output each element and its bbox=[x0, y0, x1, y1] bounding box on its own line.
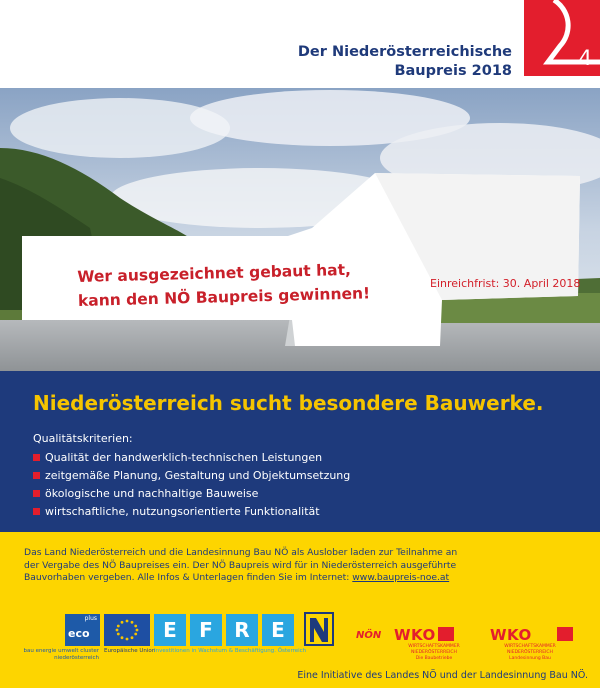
initiative-footer: Eine Initiative des Landes NÖ und der Landesinnung Bau NÖ. bbox=[297, 670, 588, 681]
slogan bbox=[77, 257, 370, 313]
page-title bbox=[298, 43, 512, 81]
eco-word: eco bbox=[68, 627, 90, 640]
info-text bbox=[24, 547, 464, 585]
wko-1-caption bbox=[390, 644, 478, 662]
eco-caption-line-1: bau energie umwelt cluster bbox=[23, 648, 99, 654]
title-line-1: Der Niederösterreichische bbox=[297, 44, 512, 60]
criteria-text: ökologische und nachhaltige Bauweise bbox=[45, 487, 259, 500]
noe-landeswappen-logo bbox=[304, 612, 334, 646]
efre-letter-e2: E bbox=[262, 614, 294, 646]
eu-caption: Europäische Union bbox=[104, 648, 156, 654]
eco-caption-line-2: niederösterreich bbox=[54, 654, 99, 661]
title-line-2: Baupreis 2018 bbox=[394, 63, 512, 79]
criteria-item bbox=[33, 487, 350, 505]
wko-2-caption-line-2: Landesinnung Bau bbox=[509, 656, 551, 661]
efre-letter-f: F bbox=[190, 614, 222, 646]
noen-logo: NÖN bbox=[356, 630, 382, 641]
logo-number: 4 bbox=[578, 46, 592, 70]
slogan-line-2: kann den NÖ Baupreis gewinnen! bbox=[77, 284, 371, 310]
bullet-square-icon bbox=[33, 454, 40, 461]
wko-logo-1: WKO bbox=[394, 626, 436, 644]
criteria-item bbox=[33, 505, 350, 523]
criteria-text: zeitgemäße Planung, Gestaltung und Objektumsetzung bbox=[45, 469, 351, 482]
wko-2-caption-line-1: WIRTSCHAFTSKAMMER NIEDERÖSTERREICH bbox=[504, 644, 556, 655]
criteria-text: wirtschaftliche, nutzungsorientierte Funktionalität bbox=[45, 505, 320, 518]
ecoplus-logo bbox=[65, 614, 100, 646]
bullet-square-icon bbox=[33, 508, 40, 515]
efre-letter-e: E bbox=[154, 614, 186, 646]
headline: Niederösterreich sucht besondere Bauwerke. bbox=[33, 391, 544, 415]
header bbox=[0, 0, 600, 88]
baupreis-logo bbox=[524, 0, 600, 76]
deadline-text: Einreichfrist: 30. April 2018 bbox=[430, 277, 581, 290]
info-line-3 bbox=[24, 572, 464, 585]
eco-caption bbox=[23, 648, 99, 661]
wko-1-caption-line-2: Die Baubetriebe bbox=[415, 656, 453, 661]
wko-badge-icon bbox=[438, 627, 454, 641]
bullet-square-icon bbox=[33, 490, 40, 497]
slogan-line-1: Wer ausgezeichnet gebaut hat, bbox=[77, 260, 352, 286]
criteria-list bbox=[33, 451, 350, 523]
wko-1-caption-line-1: WIRTSCHAFTSKAMMER NIEDERÖSTERREICH bbox=[408, 644, 460, 655]
info-line-1: Das Land Niederösterreich und die Landesinnung Bau NÖ als Auslober laden zur Teilnahme an bbox=[24, 547, 458, 558]
criteria-item bbox=[33, 451, 350, 469]
criteria-label: Qualitätskriterien: bbox=[33, 432, 133, 445]
website-link[interactable]: www.baupreis-noe.at bbox=[352, 572, 450, 583]
criteria-text: Qualität der handwerklich-technischen Leistungen bbox=[45, 451, 323, 464]
wko-2-caption bbox=[486, 644, 574, 662]
eu-flag-logo bbox=[104, 614, 150, 646]
efre-caption: Investitionen in Wachstum & Beschäftigung. Österreich bbox=[154, 648, 307, 654]
info-line-2: der Vergabe des NÖ Baupreises ein. Der NÖ Baupreis wird für in Niederösterreich ausgeführte bbox=[24, 559, 457, 571]
hero-photo bbox=[0, 88, 600, 371]
wko-badge-icon bbox=[557, 627, 573, 641]
efre-letter-r: R bbox=[226, 614, 258, 646]
wko-logo-2: WKO bbox=[490, 626, 532, 644]
info-line-3-text: Bauvorhaben vergeben. Alle Infos & Unterlagen finden Sie im Internet: bbox=[24, 572, 353, 583]
eco-plus-text: plus bbox=[84, 615, 97, 622]
criteria-item bbox=[33, 469, 350, 487]
bullet-square-icon bbox=[33, 472, 40, 479]
